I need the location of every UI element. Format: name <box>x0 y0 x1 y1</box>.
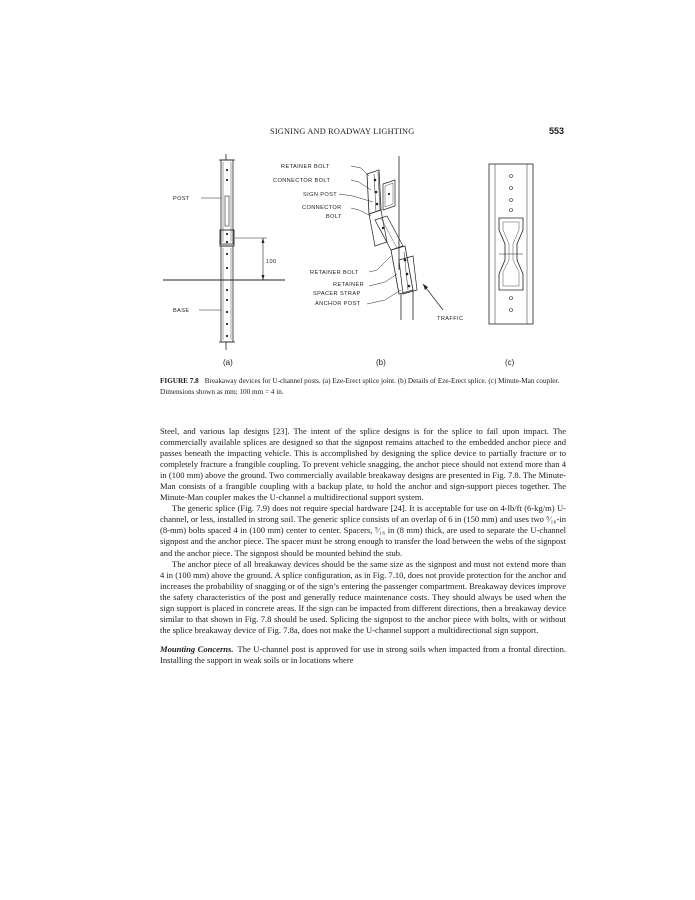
figure-drawing <box>155 150 575 370</box>
panel-c-drawing <box>489 164 533 324</box>
caption-text: Breakaway devices for U-channel posts. (a) Eze-Erect splice joint. (b) Details of Eze-Erect splice. (c) Minute-Man coupler. Dimensions shown as mm; 100 mm = 4 in. <box>160 377 560 396</box>
figure-caption <box>160 376 566 397</box>
paragraph-3: The anchor piece of all breakaway devices should be the same size as the signpost and must not extend more than 4 in (100 mm) above the ground. A splice configuration, as in Fig. 7.10, does not provide protection for the anchor and increases the probability of snagging or of the sign’s entering the passenger compartment. Breakaway devices improve the safety characteristics of the post and generally reduce maintenance costs. They should always be used when the sign support is placed in concrete areas. If the sign can be impacted from different directions, then a breakaway device similar to that shown in Fig. 7.8 should be used. Splicing the signpost to the anchor piece with bolts, with or without the splice breakaway device of Fig. 7.8a, does not make the U-channel support a multidirectional sign support. <box>160 558 566 635</box>
label-retainer: RETAINER <box>333 282 365 288</box>
label-connector: CONNECTOR <box>302 205 342 211</box>
label-traffic: TRAFFIC <box>437 316 464 322</box>
running-title: SIGNING AND ROADWAY LIGHTING <box>270 127 415 136</box>
body-text <box>160 426 566 666</box>
paragraph-1: Steel, and various lap designs [23]. The intent of the splice designs is for the splice to fail upon impact. The commercially available splices are designed so that the signpost remains attached to the embedded anchor piece and passes beneath the impacting vehicle. This is accomplished by designing the splice device to partially fracture or to completely fracture a frangible coupling. To prevent vehicle snagging, the anchor piece should not extend more than 4 in (100 mm) above the ground. Two commercially available breakaway designs are presented in Fig. 7.8. The Minute-Man consists of a frangible coupling with a backup plate, to hold the anchor and sign-support pieces together. The Minute-Man coupler makes the U-channel a multidirectional support system. <box>160 426 566 503</box>
label-retainer-bolt-top: RETAINER BOLT <box>281 164 330 170</box>
section-mounting-concerns <box>160 644 566 666</box>
label-spacer-strap: SPACER STRAP <box>313 291 361 297</box>
panel-a-letter: (a) <box>223 358 233 367</box>
figure-7-8 <box>155 150 575 370</box>
page-number: 553 <box>548 126 564 136</box>
paragraph-2: The generic splice (Fig. 7.9) does not require special hardware [24]. It is acceptable for use on 4-lb/ft (6-kg/m) U-channel, or less, installed in strong soil. The generic splice consists of an overlap of 6 in (150 mm) and uses two ⁵⁄₁₆-in (8-mm) bolts spaced 4 in (100 mm) center to center. Spacers, ⁵⁄₁₆ in (8 mm) thick, are used to separate the U-channel signpost and the anchor piece. The spacer must be strong enough to transfer the load between the webs of the signpost and the anchor piece. The signpost should be mounted behind the stub. <box>160 503 566 558</box>
caption-label: FIGURE 7.8 <box>160 377 199 385</box>
section-heading: Mounting Concerns. <box>160 643 234 654</box>
label-retainer-bolt-bottom: RETAINER BOLT <box>310 270 359 276</box>
panel-c-letter: (c) <box>505 358 515 367</box>
dimension-label: 100 <box>266 259 277 265</box>
label-anchor-post: ANCHOR POST <box>315 301 361 307</box>
panel-b-letter: (b) <box>376 358 386 367</box>
page-header <box>160 127 564 141</box>
base-label: BASE <box>173 308 190 314</box>
section-text: The U-channel post is approved for use in strong soils when impacted from a frontal direction. Installing the support in weak soils or in locations where <box>160 643 566 665</box>
panel-a-drawing <box>163 154 285 350</box>
label-connector-bolt-2: BOLT <box>326 214 342 220</box>
label-connector-bolt: CONNECTOR BOLT <box>273 178 331 184</box>
post-label: POST <box>173 196 190 202</box>
label-sign-post: SIGN POST <box>303 192 338 198</box>
